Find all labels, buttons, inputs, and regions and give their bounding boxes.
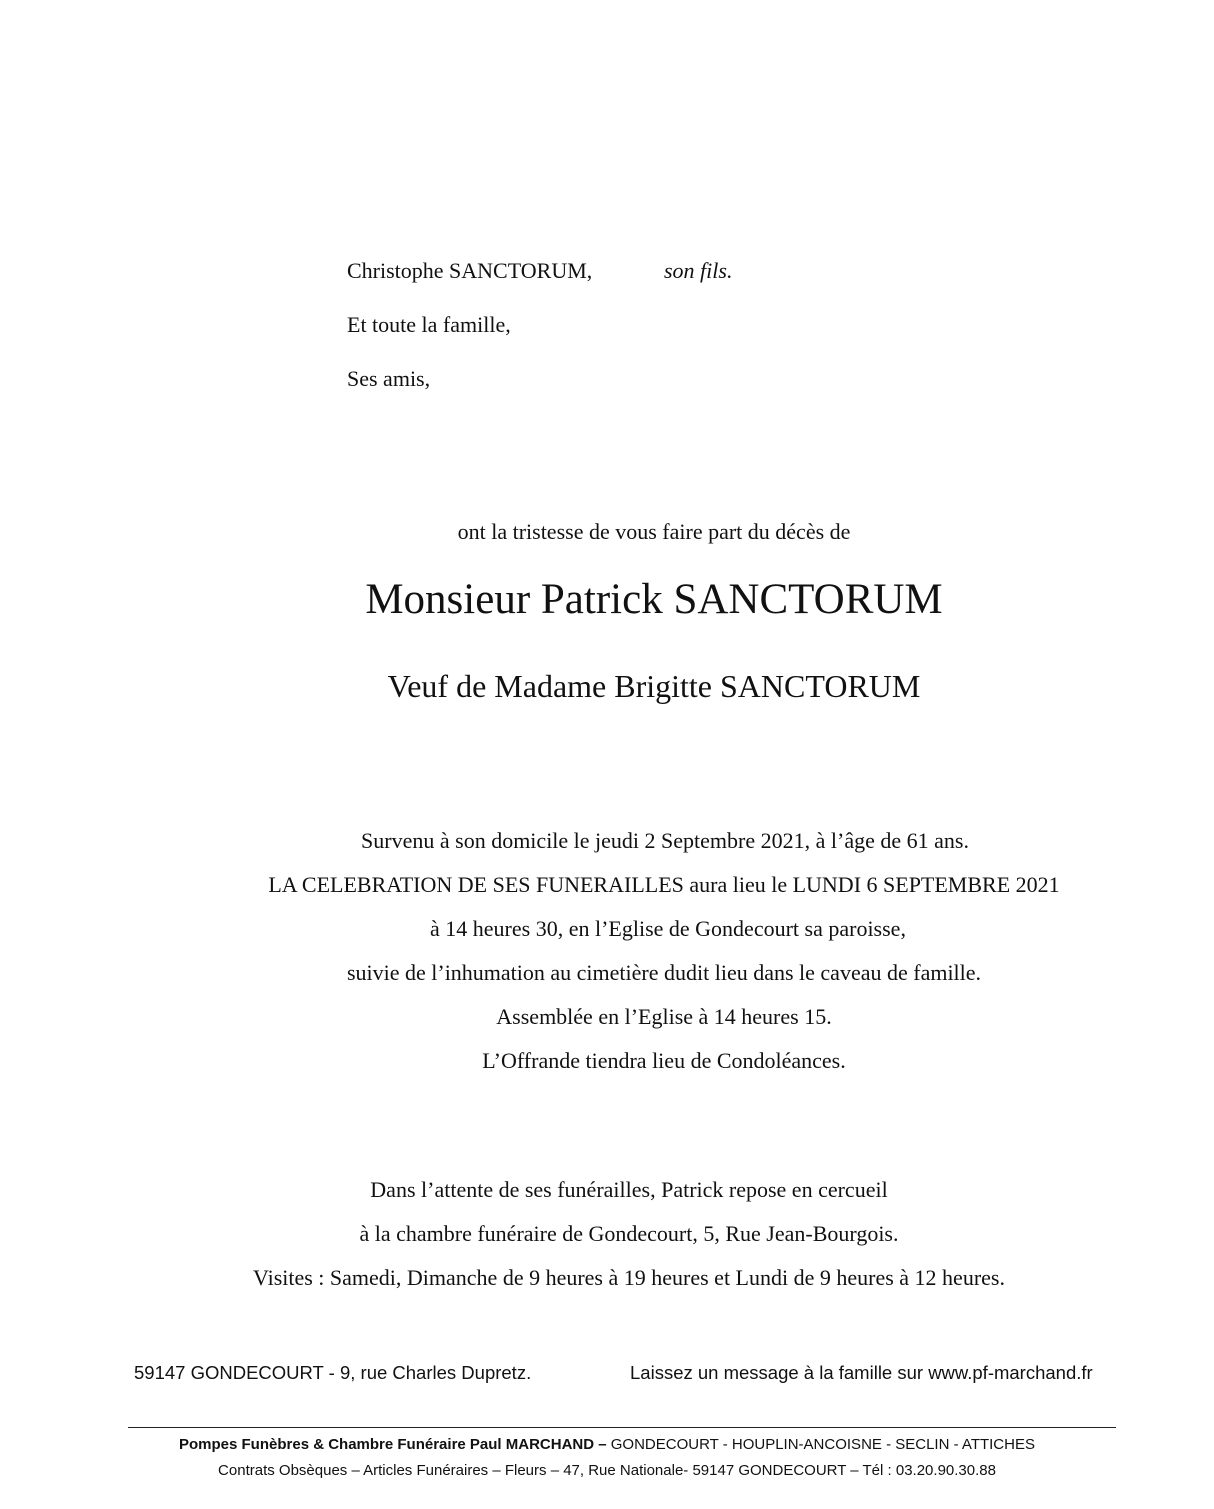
friends-line: Ses amis, <box>347 366 431 391</box>
footer-services: Contrats Obsèques – Articles Funéraires – Fleurs – 47, Rue Nationale- 59147 GONDECOURT – Tél : 03.20.90.30.88 <box>218 1462 996 1479</box>
family-line: Et toute la famille, <box>347 312 511 337</box>
footer-company-line <box>0 1436 1214 1453</box>
widower-of: Veuf de Madame Brigitte SANCTORUM <box>387 668 921 704</box>
ceremony-line: Assemblée en l’Eglise à 14 heures 15. <box>496 1004 832 1029</box>
ceremony-line: LA CELEBRATION DE SES FUNERAILLES aura lieu le LUNDI 6 SEPTEMBRE 2021 <box>268 872 1060 897</box>
footer-locations: GONDECOURT - HOUPLIN-ANCOISNE - SECLIN - ATTICHES <box>606 1436 1035 1453</box>
ceremony-line: L’Offrande tiendra lieu de Condoléances. <box>482 1048 846 1073</box>
visitation-line: à la chambre funéraire de Gondecourt, 5, Rue Jean-Bourgois. <box>359 1221 899 1246</box>
contact-address: 59147 GONDECOURT - 9, rue Charles Dupretz. <box>134 1362 532 1383</box>
visitation-line: Visites : Samedi, Dimanche de 9 heures à 19 heures et Lundi de 9 heures à 12 heures. <box>253 1265 1005 1290</box>
announcement-intro: ont la tristesse de vous faire part du décès de <box>457 519 851 544</box>
footer-company: Pompes Funèbres & Chambre Funéraire Paul MARCHAND – <box>179 1436 607 1453</box>
deceased-name: Monsieur Patrick SANCTORUM <box>365 576 943 623</box>
ceremony-line: Survenu à son domicile le jeudi 2 Septembre 2021, à l’âge de 61 ans. <box>361 828 969 853</box>
visitation-line: Dans l’attente de ses funérailles, Patrick repose en cercueil <box>370 1177 888 1202</box>
footer-divider <box>128 1427 1116 1428</box>
son-relation: son fils. <box>664 258 733 283</box>
contact-message: Laissez un message à la famille sur www.pf-marchand.fr <box>630 1362 1093 1383</box>
ceremony-line: suivie de l’inhumation au cimetière dudit lieu dans le caveau de famille. <box>346 960 982 985</box>
son-name: Christophe SANCTORUM, <box>347 258 593 283</box>
ceremony-line: à 14 heures 30, en l’Eglise de Gondecourt sa paroisse, <box>430 916 906 941</box>
family-son-line <box>347 258 733 284</box>
